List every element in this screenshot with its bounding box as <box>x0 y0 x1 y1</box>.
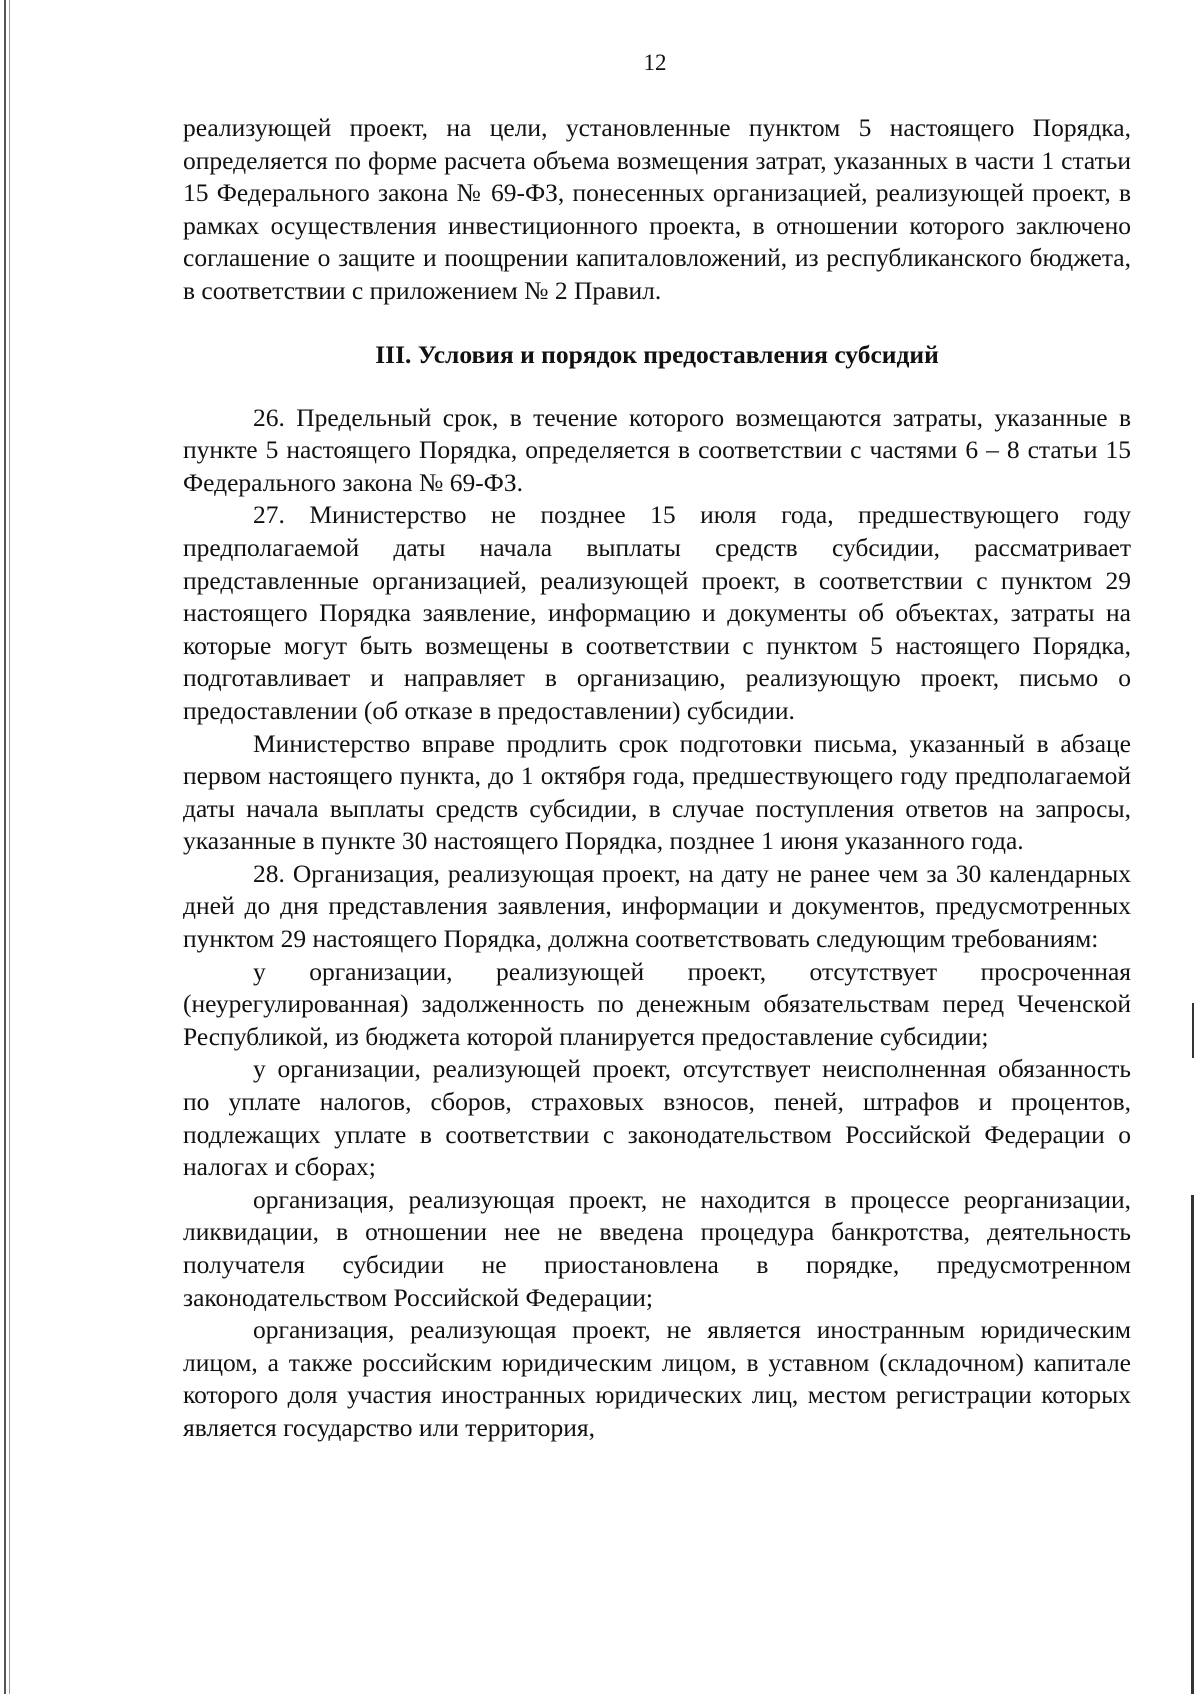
paragraph-continuation: реализующей проект, на цели, установленные пунктом 5 настоящего Порядка, определяется по форме расчета объема возмещения затрат, указанных в части 1 статьи 15 Федерального закона № 69-ФЗ, понесенных организацией, реализующей проект, в рамках осуществления инвестиционного проекта, в отношении которого заключено соглашение о защите и поощрении капиталовложений, из республиканского бюджета, в соответствии с приложением № 2 Правил. <box>183 113 1131 305</box>
section-heading: III. Условия и порядок предоставления субсидий <box>375 339 939 369</box>
scan-left-edge-inner <box>9 0 10 1694</box>
scan-right-mark <box>1191 1195 1194 1694</box>
page-number: 12 <box>643 50 667 75</box>
requirement-no-tax-arrears: у организации, реализующей проект, отсутствует неисполненная обязанность по уплате налогов, сборов, страховых взносов, пеней, штрафов и процентов, подлежащих уплате в соответствии с законодательством Российской Федерации о налогах и сборах; <box>183 1054 1131 1182</box>
paragraph-26: 26. Предельный срок, в течение которого возмещаются затраты, указанные в пункте 5 настоящего Порядка, определяется в соответствии с частями 6 – 8 статьи 15 Федерального закона № 69-ФЗ. <box>183 402 1131 497</box>
requirement-no-debt: у организации, реализующей проект, отсутствует просроченная (неурегулированная) задолженность по денежным обязательствам перед Чеченской Республикой, из бюджета которой планируется предоставление субсидии; <box>183 956 1131 1051</box>
requirement-no-reorganization: организация, реализующая проект, не находится в процессе реорганизации, ликвидации, в отношении нее не введена процедура банкротства, деятельность получателя субсидии не приостановлена в порядке, предусмотренном законодательством Российской Федерации; <box>183 1184 1131 1312</box>
paragraph-27: 27. Министерство не позднее 15 июля года, предшествующего году предполагаемой даты начала выплаты средств субсидии, рассматривает представленные организацией, реализующей проект, в соответствии с пунктом 29 настоящего Порядка заявление, информацию и документы об объектах, затраты на которые могут быть возмещены в соответствии с пунктом 5 настоящего Порядка, подготавливает и направляет в организацию, реализующую проект, письмо о предоставлении (об отказе в предоставлении) субсидии. <box>183 500 1131 725</box>
paragraph-27-extension: Министерство вправе продлить срок подготовки письма, указанный в абзаце первом настоящего пункта, до 1 октября года, предшествующего году предполагаемой даты начала выплаты средств субсидии, в случае поступления ответов на запросы, указанные в пункте 30 настоящего Порядка, позднее 1 июня указанного года. <box>183 728 1131 856</box>
document-body <box>183 112 1131 1445</box>
paragraph-28: 28. Организация, реализующая проект, на дату не ранее чем за 30 календарных дней до дня представления заявления, информации и документов, предусмотренных пунктом 29 настоящего Порядка, должна соответствовать следующим требованиям: <box>183 858 1131 954</box>
scan-right-mark <box>1192 1003 1194 1058</box>
requirement-not-foreign: организация, реализующая проект, не является иностранным юридическим лицом, а также российским юридическим лицом, в уставном (складочном) капитале которого доля участия иностранных юридических лиц, местом регистрации которых является государство или территория, <box>183 1315 1131 1442</box>
scan-left-edge <box>4 0 6 1694</box>
